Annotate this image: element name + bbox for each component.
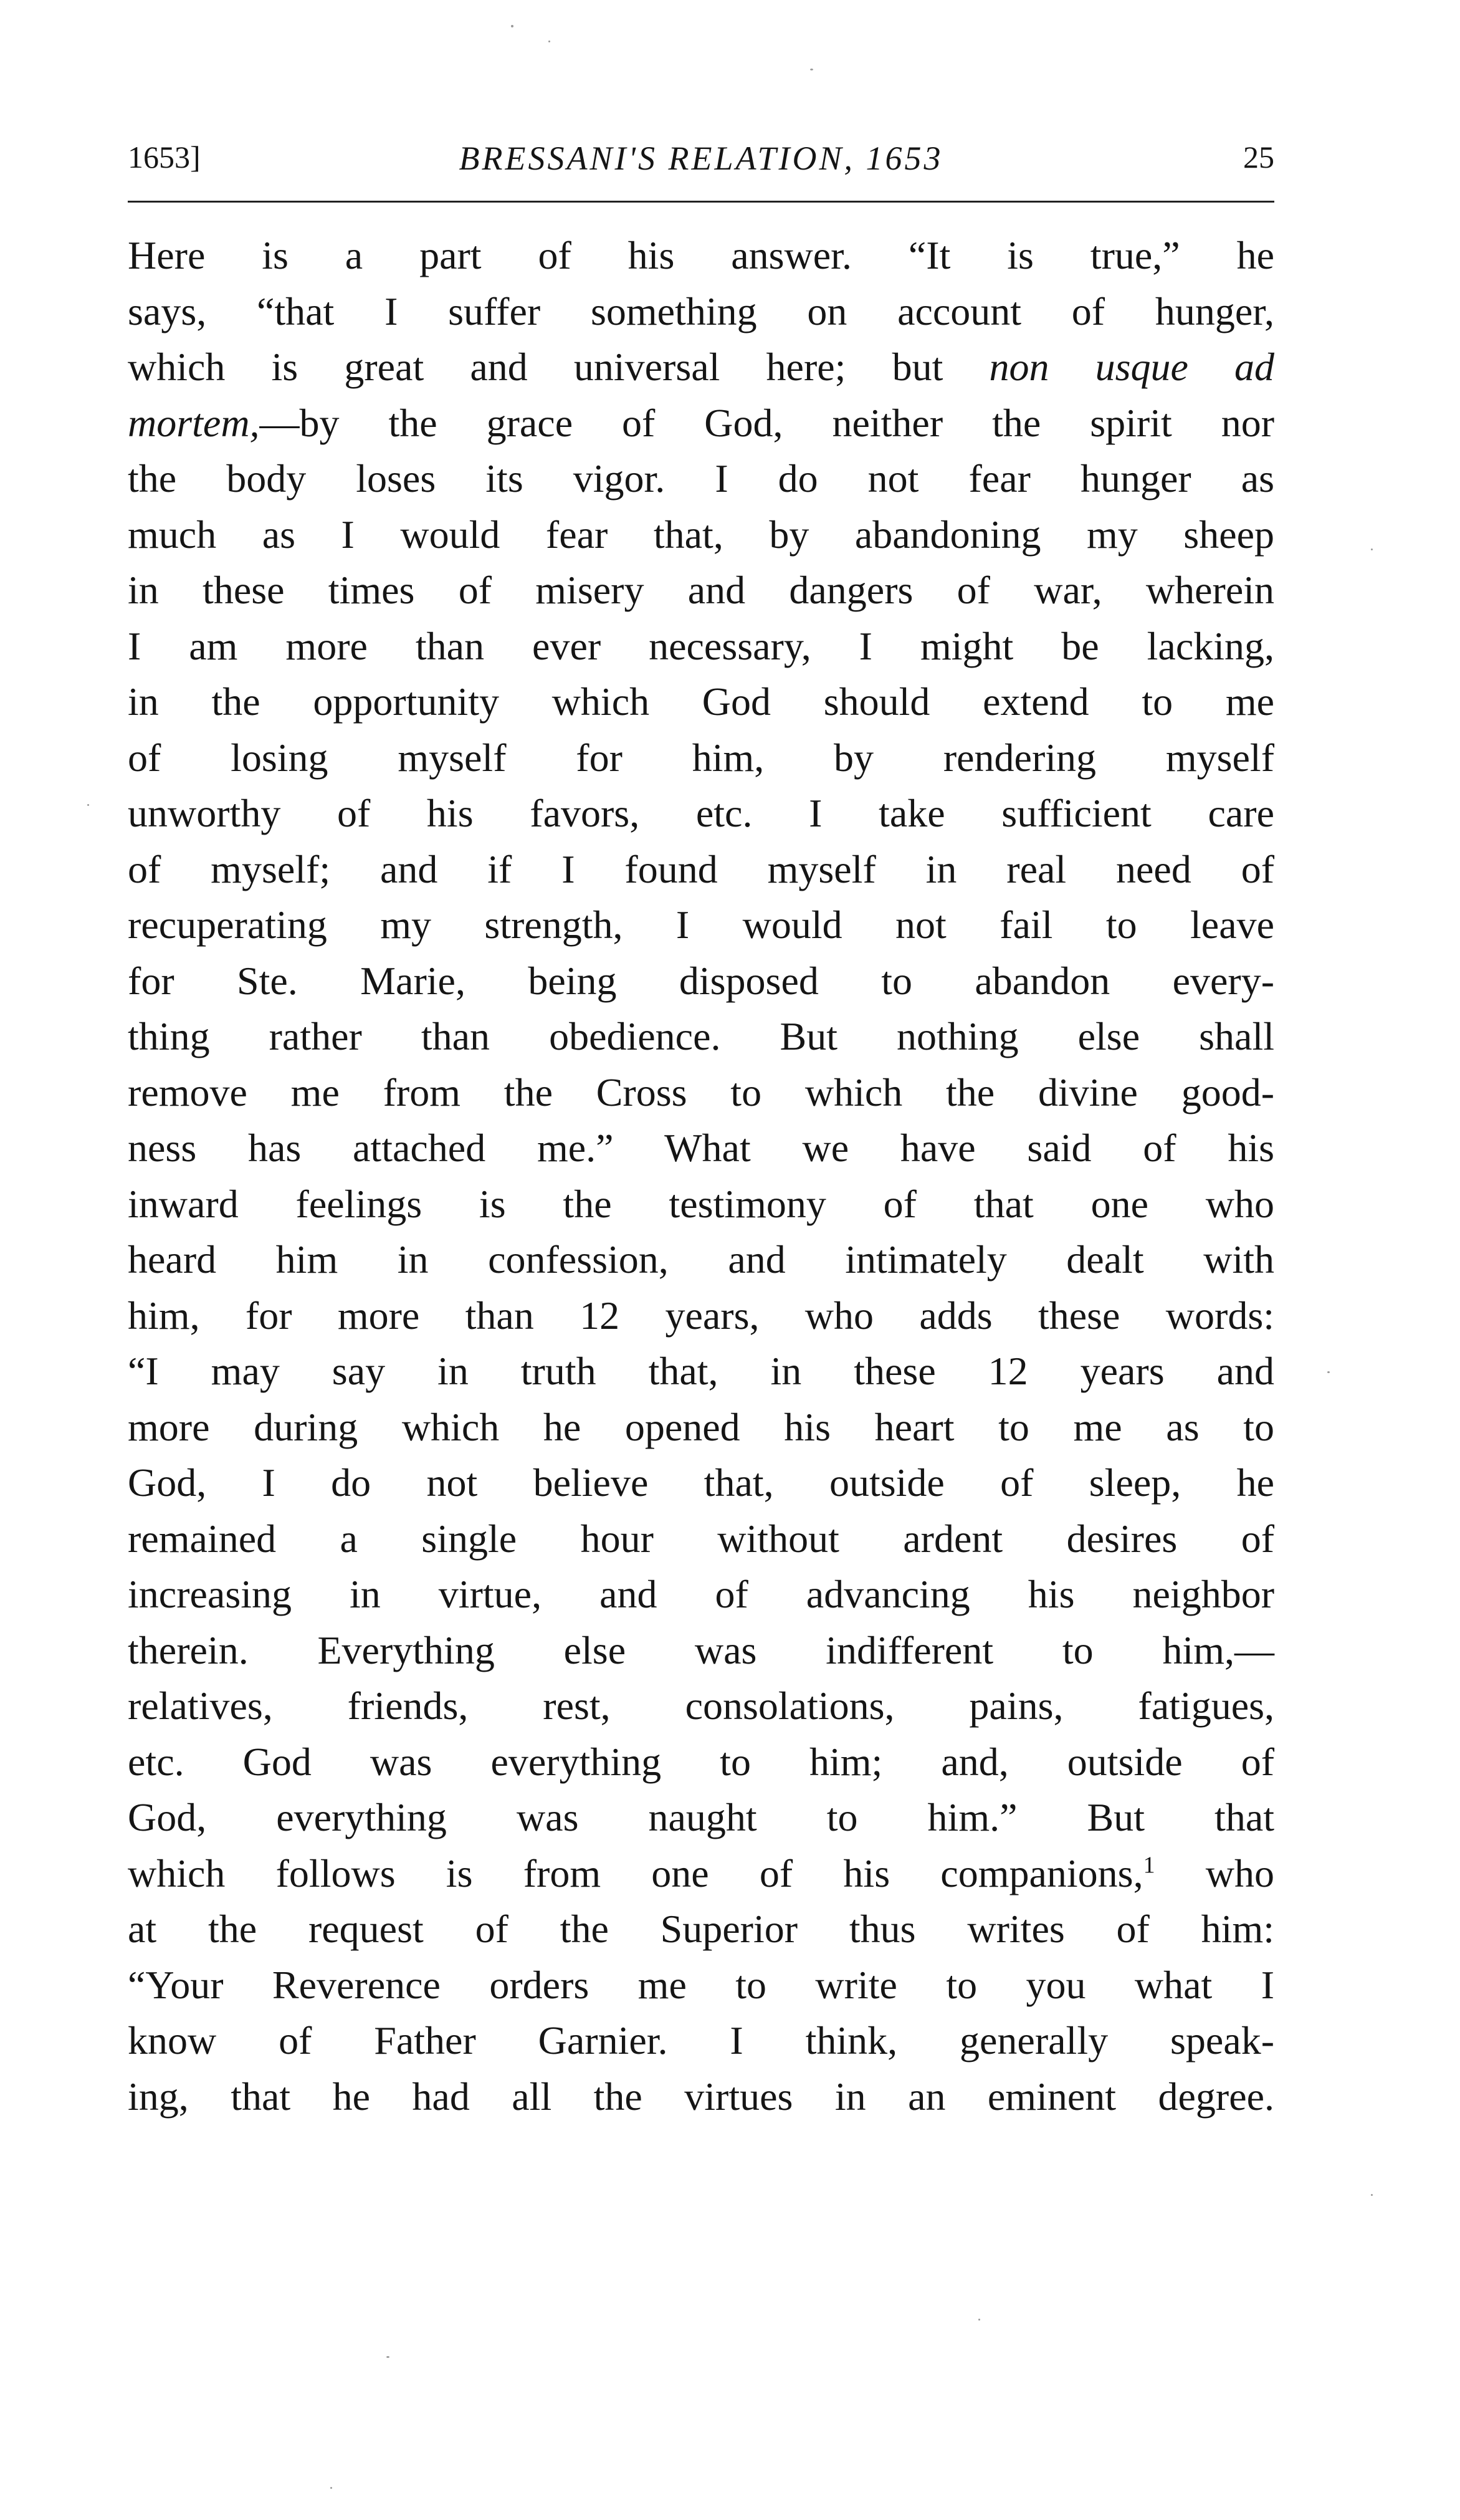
text-run: inward feelings is the testimony of that one who	[128, 1181, 1274, 1226]
text-line	[128, 507, 1274, 563]
scan-speck	[1371, 2194, 1373, 2196]
scan-speck	[1327, 1371, 1330, 1373]
text-run: increasing in virtue, and of advancing his neighbor	[128, 1572, 1274, 1616]
text-run: “Your Reverence orders me to write to you what I	[128, 1962, 1274, 2007]
text-run: which follows is from one of his companions,	[128, 1851, 1143, 1895]
text-line	[128, 1120, 1274, 1176]
header-year: 1653]	[128, 140, 201, 175]
scan-speck	[386, 2356, 389, 2358]
footnote-marker: 1	[1143, 1852, 1155, 1879]
page-number: 25	[1243, 140, 1274, 175]
text-run: of myself; and if I found myself in real need of	[128, 846, 1274, 891]
scan-speck	[87, 804, 89, 806]
text-line	[128, 1622, 1274, 1679]
body-text	[128, 228, 1274, 2124]
text-run: therein. Everything else was indifferent to him,—	[128, 1627, 1274, 1672]
text-line	[128, 953, 1274, 1009]
text-run: at the request of the Superior thus writes of him:	[128, 1907, 1274, 1951]
scan-speck	[810, 69, 813, 70]
text-run: in these times of misery and dangers of war, wherein	[128, 568, 1274, 612]
text-line	[128, 395, 1274, 451]
text-line	[128, 1176, 1274, 1232]
text-run: the body loses its vigor. I do not fear hunger as	[128, 456, 1274, 501]
header-rule	[128, 201, 1274, 203]
text-run: remove me from the Cross to which the divine good-	[128, 1070, 1274, 1114]
text-run: says, “that I suffer something on account of hunger,	[128, 289, 1274, 333]
text-line	[128, 1789, 1274, 1846]
text-run: know of Father Garnier. I think, generally speak-	[128, 2018, 1274, 2062]
text-line	[128, 785, 1274, 841]
text-line	[128, 1511, 1274, 1567]
text-line	[128, 1678, 1274, 1734]
text-line	[128, 897, 1274, 953]
text-line	[128, 228, 1274, 284]
text-line	[128, 2013, 1274, 2069]
text-line	[128, 674, 1274, 730]
text-line	[128, 841, 1274, 898]
header-title: BRESSANI'S RELATION, 1653	[459, 140, 943, 177]
text-line	[128, 1734, 1274, 1790]
text-run: him, for more than 12 years, who adds these words:	[128, 1293, 1274, 1338]
text-line	[128, 1846, 1274, 1902]
text-line	[128, 2069, 1274, 2125]
scan-speck	[548, 41, 550, 42]
scan-speck	[978, 2319, 980, 2321]
text-run: much as I would fear that, by abandoning my sheep	[128, 512, 1274, 557]
text-run: Here is a part of his answer. “It is true,” he	[128, 233, 1274, 277]
text-line	[128, 730, 1274, 786]
text-line	[128, 1343, 1274, 1399]
text-run: for Ste. Marie, being disposed to abandon every-	[128, 958, 1274, 1003]
text-run: unworthy of his favors, etc. I take sufficient care	[128, 791, 1274, 835]
text-line	[128, 1232, 1274, 1288]
italic-phrase: mortem,	[128, 400, 260, 445]
text-line	[128, 339, 1274, 395]
text-run: ness has attached me.” What we have said of his	[128, 1126, 1274, 1170]
text-line	[128, 1566, 1274, 1622]
text-run: —by the grace of God, neither the spirit nor	[259, 400, 1274, 445]
text-run: thing rather than obedience. But nothing else shall	[128, 1014, 1274, 1058]
text-run: God, everything was naught to him.” But that	[128, 1795, 1274, 1839]
italic-phrase: non usque ad	[989, 345, 1275, 389]
text-line	[128, 451, 1274, 507]
text-run: in the opportunity which God should extend to me	[128, 679, 1274, 724]
text-line	[128, 1008, 1274, 1065]
text-run: heard him in confession, and intimately dealt with	[128, 1237, 1274, 1282]
text-line	[128, 1901, 1274, 1957]
text-run: “I may say in truth that, in these 12 years and	[128, 1349, 1274, 1393]
text-line	[128, 1957, 1274, 2013]
running-head	[128, 134, 1274, 190]
text-run: recuperating my strength, I would not fail to leave	[128, 903, 1274, 947]
text-line	[128, 1288, 1274, 1344]
scan-speck	[511, 25, 513, 27]
text-run: I am more than ever necessary, I might be lacking,	[128, 623, 1274, 668]
text-run: remained a single hour without ardent desires of	[128, 1516, 1274, 1561]
scan-speck	[330, 2487, 332, 2489]
text-line	[128, 618, 1274, 674]
text-run: ing, that he had all the virtues in an eminent degree.	[128, 2074, 1274, 2119]
text-run: etc. God was everything to him; and, outside of	[128, 1739, 1274, 1784]
text-run: relatives, friends, rest, consolations, pains, fatigues,	[128, 1684, 1274, 1728]
text-run: who	[1155, 1851, 1275, 1895]
text-run: more during which he opened his heart to me as to	[128, 1404, 1274, 1449]
text-run: God, I do not believe that, outside of sleep, he	[128, 1460, 1274, 1505]
text-line	[128, 1065, 1274, 1121]
text-line	[128, 1399, 1274, 1455]
text-line	[128, 562, 1274, 618]
text-run: of losing myself for him, by rendering myself	[128, 735, 1274, 780]
text-line	[128, 284, 1274, 340]
text-line	[128, 1455, 1274, 1511]
text-run: which is great and universal here; but	[128, 345, 990, 389]
scan-speck	[1371, 549, 1373, 550]
